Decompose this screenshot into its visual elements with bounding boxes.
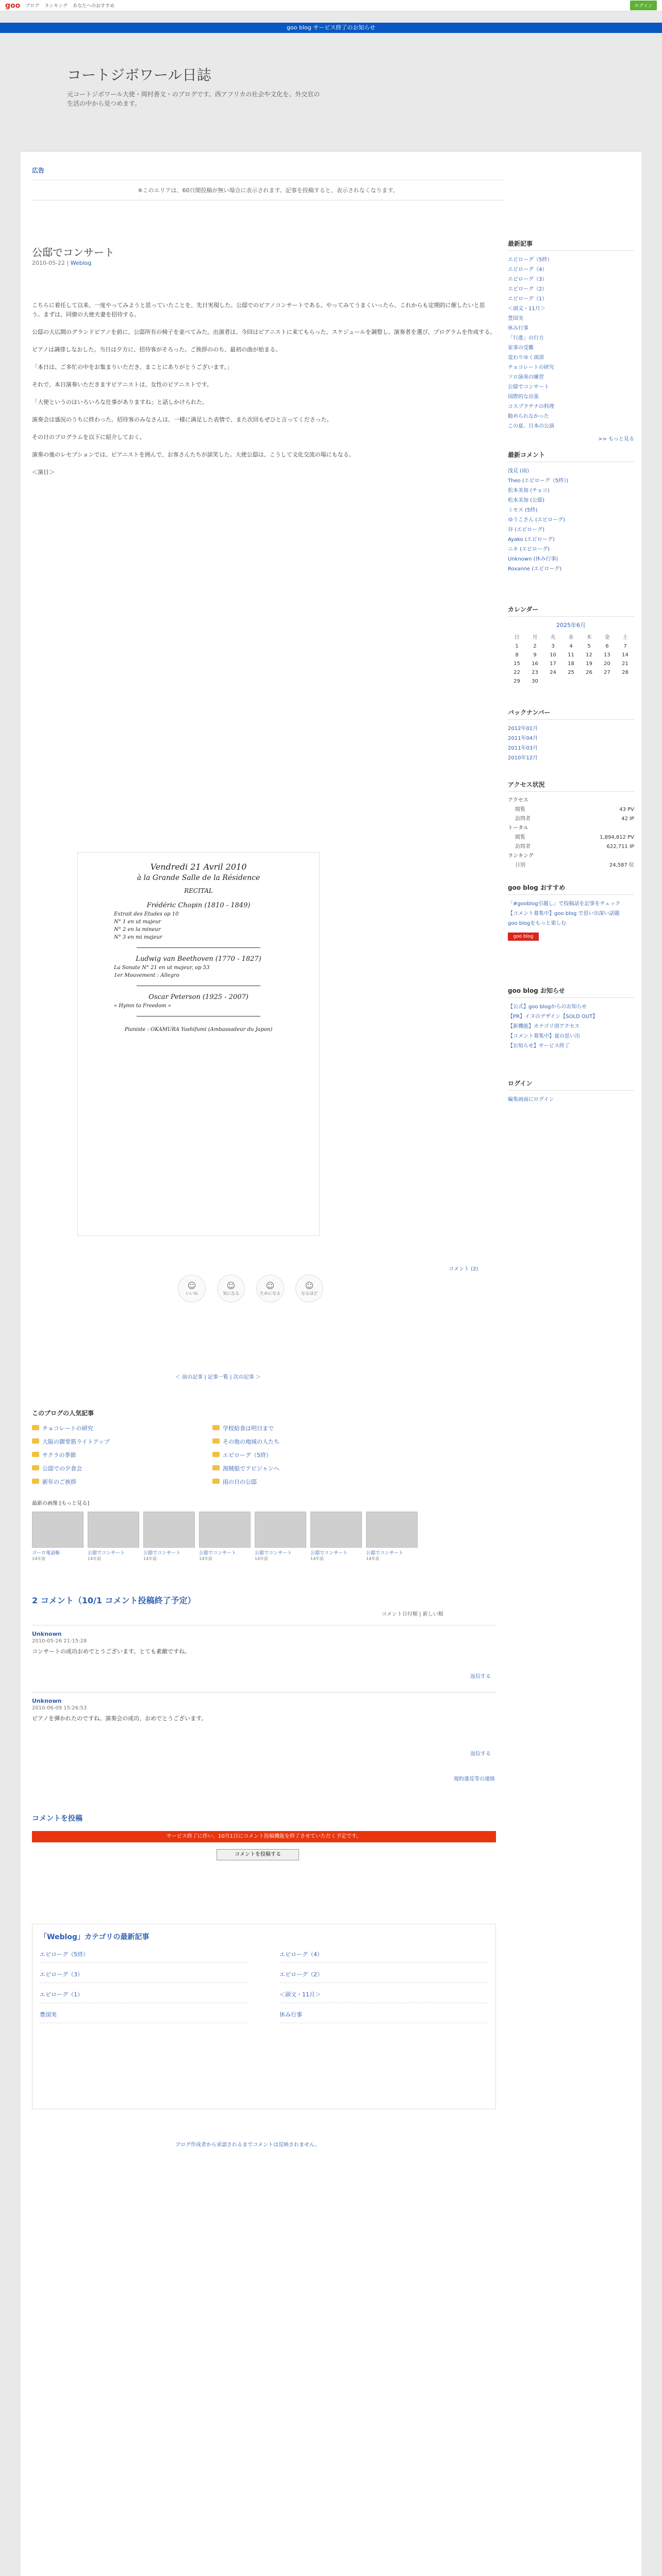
reaction-label: ためになる [260, 1291, 280, 1296]
calendar-week: 29 30 [514, 679, 538, 684]
reaction-label: いいね [186, 1291, 198, 1296]
comments-sort[interactable]: コメント日付順 | 新しい順 [382, 1612, 443, 1617]
image-thumb[interactable]: 公邸でコンサート 14年前 [88, 1512, 139, 1562]
thumb-image [366, 1512, 418, 1548]
report-violation-link[interactable]: 規約違反等の連絡 [454, 1776, 495, 1782]
access-row: トータル [508, 825, 528, 831]
post-comment-title: コメントを投稿 [32, 1815, 82, 1823]
post-icon [212, 1465, 220, 1470]
reaction-label: なるほど [301, 1291, 318, 1296]
comment-text: ピアノを弾かれたのですね。演奏会の成功、おめでとうございます。 [32, 1715, 207, 1722]
calendar-week: 8 9 10 11 12 13 14 [515, 652, 628, 658]
program-composer: Oscar Peterson (1925 - 2007) [148, 993, 249, 1001]
recent-post-link[interactable]: エピローグ（5終） [40, 1950, 249, 1963]
sidebar-comment-link[interactable]: ニキ (エピローグ) [508, 547, 550, 552]
popular-post-link[interactable]: 大阪の御堂筋ライトアップ [32, 1437, 181, 1446]
category-recent-box [32, 1924, 496, 2109]
blog-description: 元コートジボワール大使・岡村善文・のブログです。西アフリカの社会や文化を、外交官の生活の中から見つめます。 [67, 91, 320, 107]
program-recital: RECITAL [184, 887, 213, 894]
post-icon [212, 1479, 220, 1484]
category-recent-grid [40, 1950, 488, 2023]
comment-date: 2010-06-09 15:26:53 [32, 1705, 87, 1711]
login-button[interactable]: ログイン [630, 1, 657, 10]
post-paragraph: ピアノは調律しなおした。当日は夕方に、招待客がそろった。ご挨拶ののち、最初の曲が始まる。 [32, 346, 282, 353]
sidebar-comment-link[interactable]: Roxanne (エピローグ) [508, 566, 562, 572]
image-thumb[interactable]: 公邸でコンサート 14年前 [366, 1512, 418, 1562]
sidebar-comment-link[interactable]: 谷 (エピローグ) [508, 527, 544, 533]
goo-notice-link[interactable]: 【お知らせ】サービス終了 [508, 1043, 570, 1049]
image-thumb[interactable]: 公邸でコンサート 14年前 [199, 1512, 251, 1562]
post-paragraph: その日のプログラムを以下に紹介しておく。 [32, 434, 145, 440]
goo-notice-link[interactable]: 【PR】イヌのデザイン【SOLD OUT】 [508, 1014, 598, 1020]
sidebar-comment-link[interactable]: 松本美加 (チョコ) [508, 488, 550, 494]
program-item: N° 3 en mi majeur [114, 935, 162, 940]
recent-post-link[interactable]: エピローグ（3） [40, 1970, 249, 1983]
popular-post-link[interactable]: その他の地域の人たち [212, 1437, 362, 1446]
sidebar-comment-link[interactable]: ゆうこさん (エピローグ) [508, 517, 565, 523]
post-paragraph: 「大使というのはいろいろな仕事がありますね」と話しかけられた。 [32, 399, 208, 405]
thumb-image [143, 1512, 195, 1548]
reaction-label: 気になる [223, 1291, 239, 1296]
popular-posts-title: このブログの人気記事 [32, 1410, 94, 1417]
smile-icon: ☺ [305, 1281, 314, 1291]
popular-post-link[interactable]: 学校給食は明日まで [212, 1424, 362, 1432]
smile-icon: ☺ [226, 1281, 236, 1291]
program-subheading: à la Grande Salle de la Résidence [137, 874, 260, 882]
popular-posts-grid [32, 1424, 362, 1486]
recent-post-link[interactable]: ＜頭文・11月＞ [279, 1990, 488, 2003]
login-title: ログイン [508, 1079, 634, 1091]
program-composer: Frédéric Chopin (1810 - 1849) [146, 902, 251, 909]
blog-title[interactable]: コートジボワール日誌 [67, 66, 211, 83]
access-row: ランキング [508, 853, 534, 859]
sidebar-recent-link[interactable]: 家事の受難 [508, 345, 534, 351]
blog-header [21, 33, 641, 151]
bottom-links[interactable]: ブログ作成者から承認されるまでコメントは反映されません。 [175, 2142, 320, 2148]
program-composer: Ludwig van Beethoven (1770 - 1827) [136, 955, 261, 963]
post-paragraph: 「本日は、ご多忙の中をお集まりいただき、まことにありがとうございます。」 [32, 364, 233, 370]
calendar-month[interactable]: 2025年6月 [556, 622, 586, 629]
access-row: 日別 24,587 位 [515, 862, 634, 868]
reply-link[interactable]: 返信する [470, 1674, 491, 1680]
post-paragraph: それで、本日演奏いただきますピアニストは、女性のピアニストです。 [32, 381, 212, 388]
comment-author[interactable]: Unknown [32, 1631, 62, 1637]
post-category-link[interactable]: Weblog [70, 260, 92, 266]
sidebar-comments-title: 最新コメント [508, 450, 634, 462]
sidebar-recent-more[interactable]: >> もっと見る [598, 436, 634, 442]
program-item: Extrait des Etudes op 10 [114, 911, 179, 917]
program-closing: Pianiste : OKAMURA Yoshifumi (Ambassadeur du Japon) [124, 1027, 273, 1032]
goo-notice-link[interactable]: 【新機能】カテゴリ別アクセス [508, 1024, 580, 1029]
sidebar-recent-link[interactable]: 公邸でコンサート [508, 384, 549, 390]
sidebar-access [508, 780, 634, 870]
calendar-week: 22 23 24 25 26 27 28 [514, 670, 628, 675]
sidebar-calendar [508, 605, 634, 686]
access-title: アクセス状況 [508, 780, 634, 792]
latest-images [32, 1512, 418, 1562]
sidebar-recent-link[interactable]: エピローグ（1） [508, 296, 548, 302]
ad-area: ※このエリアは、60日間投稿が無い場合に表示されます。記事を投稿すると、表示されなくなります。 [32, 180, 504, 200]
post-paragraph: 公邸の大広間のグランドピアノを前に、公邸所有の椅子を並べてみた。出演者は、今回はピアニストに来てもらった。スケジュールを調整し、演奏者を選び、プログラムを作成する。 [32, 329, 496, 335]
access-row: 訪問者 42 IP [515, 816, 634, 822]
post-meta: 2010-05-22 | Weblog [32, 260, 92, 266]
post-paragraph: ＜演目＞ [32, 469, 55, 476]
recent-post-link[interactable]: エピローグ（2） [279, 1970, 488, 1983]
sidebar-recent-link[interactable]: エピローグ（2） [508, 286, 548, 292]
comment-text: コンサートの成功おめでとうございます。とても素敵ですね。 [32, 1648, 191, 1655]
calendar-week: 1 2 3 4 5 6 7 [515, 643, 627, 649]
calendar-table: 日 月 火 水 木 金 土 1 2 3 4 5 6 7 8 9 10 11 12 13 14 15 16 17 18 19 20 21 22 23 24 25 26 27 28 29 30 [508, 631, 634, 686]
recommend-link[interactable]: goo blogをもっと楽しむ [508, 921, 567, 926]
post-paragraph: 演奏会は盛況のうちに終わった。招待客のみなさんは、一様に満足した表情で、また次回もぜひと言ってくださった。 [32, 416, 333, 423]
sidebar-login [508, 1079, 634, 1103]
latest-images-title[interactable]: 最新の画像 [もっと見る] [32, 1501, 89, 1506]
goo-nav-item[interactable]: ランキング [44, 4, 68, 9]
image-thumb[interactable]: 公邸でコンサート 14年前 [310, 1512, 362, 1562]
post-icon [32, 1452, 39, 1457]
sidebar-comment-link[interactable]: Theo (エピローグ（5終）) [508, 478, 569, 484]
recommend-title: goo blog おすすめ [508, 883, 634, 895]
sidebar-recent-link[interactable]: この夏、日本の公演 [508, 423, 554, 429]
goo-notice-title: goo blog お知らせ [508, 986, 634, 998]
recent-post-link[interactable]: エピローグ（1） [40, 1990, 249, 2003]
sidebar-comment-link[interactable]: Ayako (エピローグ) [508, 537, 555, 543]
popular-post-link[interactable]: エピローグ（5終） [212, 1451, 362, 1459]
page-content [21, 151, 641, 2576]
popular-post-link[interactable]: チョコレートの研究 [32, 1424, 181, 1432]
sidebar-comment-link[interactable]: 松本美加 (公邸) [508, 498, 544, 503]
reply-link[interactable]: 返信する [470, 1751, 491, 1757]
ad-label: 広告 [32, 167, 45, 174]
sidebar-recent-link[interactable]: エピローグ（4） [508, 267, 548, 273]
access-row: 訪問者 622,711 IP [515, 844, 634, 850]
post-pager[interactable]: ＜ 前の記事 | 記事一覧 | 次の記事 ＞ [175, 1375, 261, 1380]
post-date: 2010-05-22 [32, 260, 65, 266]
comment-item [32, 1625, 496, 1680]
smile-icon: ☺ [266, 1281, 275, 1291]
sidebar-comment-link[interactable]: 浅見 (雨) [508, 468, 529, 474]
image-thumb[interactable]: 公邸でコンサート 14年前 [255, 1512, 306, 1562]
reaction-button[interactable] [256, 1275, 284, 1302]
comment-end-notice: サービス終了に伴い、10月1日にコメント投稿機能を終了させていただく予定です。 [32, 1831, 496, 1842]
sidebar-recent-link[interactable]: 勧められなかった [508, 414, 549, 419]
reaction-button[interactable] [178, 1275, 206, 1302]
concert-program-image [77, 852, 320, 1236]
category-recent-title: 「Weblog」カテゴリの最新記事 [40, 1933, 150, 1941]
reaction-buttons [178, 1275, 323, 1302]
post-icon [32, 1465, 39, 1470]
comments-title: 2 コメント（10/1 コメント投稿終了予定） [32, 1596, 196, 1605]
goo-topbar [0, 0, 662, 11]
post-body [32, 301, 496, 485]
backnumber-link[interactable]: 2012年01月 [508, 726, 538, 732]
program-item: La Sonate N° 21 en ut majeur, op 53 [114, 965, 210, 971]
post-icon [212, 1438, 220, 1444]
sidebar-recent-link[interactable]: エピローグ（5終） [508, 257, 553, 263]
sidebar-comments [508, 450, 634, 574]
sidebar-recent-link[interactable]: エピローグ（3） [508, 277, 548, 282]
goo-nav-item[interactable]: ブログ [25, 4, 40, 9]
service-end-notice[interactable]: goo blog サービス終了のお知らせ [0, 23, 662, 33]
popular-post-link[interactable]: 雨の日の公邸 [212, 1478, 362, 1486]
smile-icon: ☺ [187, 1281, 196, 1291]
program-heading: Vendredi 21 Avril 2010 [150, 862, 247, 872]
access-row: アクセス [508, 798, 528, 803]
recent-post-link[interactable]: エピローグ（4） [279, 1950, 488, 1963]
thumb-image [255, 1512, 306, 1548]
post-icon [32, 1479, 39, 1484]
comment-count-link[interactable]: コメント (2) [449, 1266, 478, 1272]
post-paragraph: 演奏の後のレセプションでは、ピアニストを囲んで、お客さんたちが談笑した。大使公邸は、こうして文化交流の場にもなる。 [32, 451, 355, 458]
post-paragraph: こちらに着任して以来、一度やってみようと思っていたことを、先日実現した。公邸でのピアノコンサートである。やってみてうまくいったら、これからも定期的に催したいと思う。まずは、同僚の大使夫妻を招待する。 [32, 302, 485, 318]
reaction-button[interactable] [295, 1275, 323, 1302]
post-comment-button[interactable]: コメントを投稿する [217, 1849, 299, 1860]
sidebar-recent-link[interactable]: コスプラチナの料理 [508, 404, 554, 410]
popular-post-link[interactable]: 新年のご挨拶 [32, 1478, 181, 1486]
thumb-image [88, 1512, 139, 1548]
post-title[interactable]: 公邸でコンサート [32, 246, 114, 259]
sidebar-recent-title: 最新記事 [508, 239, 634, 251]
reaction-button[interactable] [217, 1275, 245, 1302]
post-icon [212, 1452, 220, 1457]
sidebar-recent-link[interactable]: 豊国実 [508, 316, 523, 321]
recent-post-link[interactable]: 休み行事 [279, 2010, 488, 2023]
image-thumb[interactable]: ゴーロ電話帳 14年前 [32, 1512, 84, 1562]
sidebar-comment-link[interactable]: ミセス (5終) [508, 507, 538, 513]
sidebar-recent-link[interactable]: 変わりゆく頭部 [508, 355, 544, 361]
edit-login-link[interactable]: 編集画面にログイン [508, 1097, 554, 1103]
sidebar-recent-link[interactable]: 国際的な出張 [508, 394, 539, 400]
sidebar-recent-link[interactable]: 「行進」の行方 [508, 335, 544, 341]
program-item: N° 2 en la mineur [114, 927, 161, 933]
popular-post-link[interactable]: 公邸での夕食会 [32, 1464, 181, 1472]
thumb-image [32, 1512, 84, 1548]
goo-logo[interactable]: goo [5, 1, 21, 10]
comment-author[interactable]: Unknown [32, 1698, 62, 1704]
access-row: 閲覧 1,894,812 PV [515, 835, 634, 840]
sidebar-backnumber [508, 708, 634, 763]
sidebar-recent-link[interactable]: 休み行事 [508, 326, 528, 331]
thumb-image [310, 1512, 362, 1548]
post-icon [32, 1438, 39, 1444]
popular-post-link[interactable]: 海賊船でアビジャンへ [212, 1464, 362, 1472]
comment-item [32, 1692, 496, 1757]
program-divider [137, 947, 260, 948]
post-icon [32, 1425, 39, 1430]
program-item: 1er Mouvement : Allegro [114, 973, 179, 978]
goo-blog-badge[interactable]: goo blog [508, 933, 539, 941]
recommend-link[interactable]: 「#gooblog引越し」で投稿話を記事をチェック [508, 901, 621, 907]
sidebar-recent-link[interactable]: ＜頭文・11月＞ [508, 306, 545, 312]
sidebar-recent-link[interactable]: チョコレートの研究 [508, 365, 554, 370]
thumb-image [199, 1512, 251, 1548]
goo-notice-link[interactable]: 【公式】goo blogからのお知らせ [508, 1004, 587, 1010]
goo-nav-item[interactable]: あなたへのおすすめ [73, 4, 115, 9]
goo-nav [25, 2, 114, 9]
calendar-week: 15 16 17 18 19 20 21 [514, 661, 628, 667]
backnumber-link[interactable]: 2010年12月 [508, 755, 538, 761]
program-item: « Hymn to Freedom » [114, 1003, 171, 1009]
popular-post-link[interactable]: サクラの季節 [32, 1451, 181, 1459]
sidebar-recent-link[interactable]: ソロ演奏の練習 [508, 375, 544, 380]
access-row: 閲覧 43 PV [515, 807, 634, 812]
sidebar-comment-link[interactable]: Unknown (休み行事) [508, 556, 558, 562]
sidebar-recent [508, 239, 634, 442]
calendar-title: カレンダー [508, 605, 634, 617]
program-item: N° 1 en ut majeur [114, 919, 161, 925]
backnumber-title: バックナンバー [508, 708, 634, 720]
goo-notice-link[interactable]: 【コメント募集中】夏の思い出 [508, 1033, 580, 1039]
sidebar-recommend [508, 883, 634, 941]
recommend-link[interactable]: 【コメント募集中】goo blog で思い出深い話題 [508, 911, 620, 917]
sidebar-goo-notice [508, 986, 634, 1051]
backnumber-link[interactable]: 2011年03月 [508, 745, 538, 751]
post-icon [212, 1425, 220, 1430]
image-thumb[interactable]: 公邸でコンサート 14年前 [143, 1512, 195, 1562]
backnumber-link[interactable]: 2011年04月 [508, 736, 538, 741]
recent-post-link[interactable]: 豊国実 [40, 2010, 249, 2023]
comment-date: 2010-05-26 21:15:28 [32, 1638, 87, 1644]
